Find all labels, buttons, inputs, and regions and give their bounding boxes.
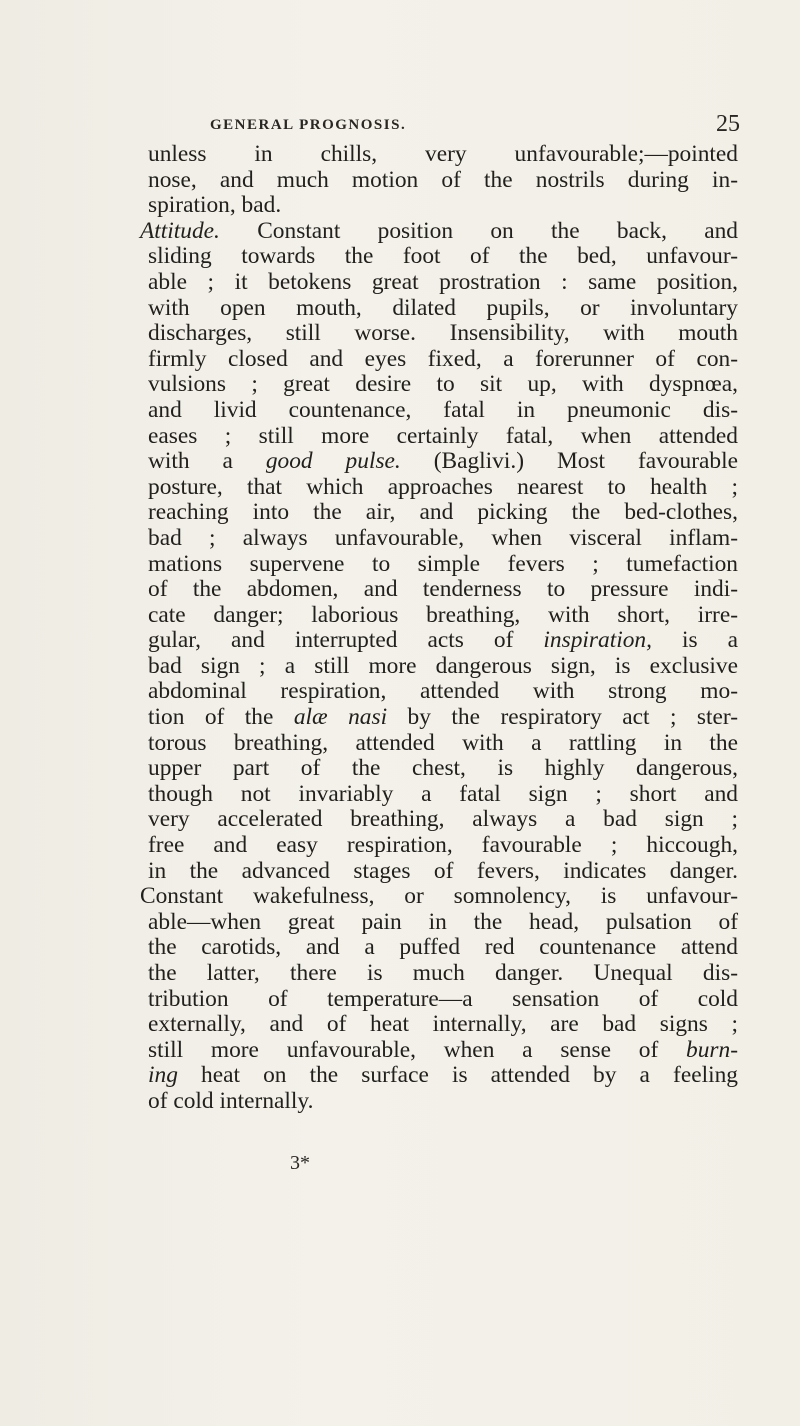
text-line: ing heat on the surface is attended by a feeling [148, 1062, 738, 1089]
text-line: and livid countenance, fatal in pneumonic dis- [148, 396, 738, 423]
text-line: able—when great pain in the head, pulsation of [148, 908, 738, 935]
text-line: of cold internally. [148, 1087, 314, 1114]
text-line: spiration, bad. [148, 192, 282, 219]
running-title: GENERAL PROGNOSIS. [210, 117, 407, 133]
text-line: reaching into the air, and picking the bed-clothes, [148, 499, 738, 526]
text-line: Constant wakefulness, or somnolency, is unfavour- [140, 883, 738, 910]
text-line: unless in chills, very unfavourable;—pointed [148, 141, 738, 167]
italic-phrase: inspiration, [543, 627, 652, 654]
text-line: the latter, there is much danger. Unequal dis- [148, 960, 738, 986]
text-line: though not invariably a fatal sign ; short and [148, 780, 738, 807]
text-line: still more unfavourable, when a sense of burn- [148, 1036, 738, 1063]
italic-phrase: alæ nasi [293, 704, 388, 731]
text-line: free and easy respiration, favourable ; hiccough, [148, 832, 738, 859]
text-line: nose, and much motion of the nostrils during in- [148, 166, 738, 193]
text-line: tribution of temperature—a sensation of cold [148, 985, 738, 1012]
running-head [210, 111, 740, 141]
text-line: posture, that which approaches nearest to health ; [148, 473, 738, 500]
page-number: 25 [716, 111, 740, 137]
italic-phrase: good pulse. [265, 448, 401, 475]
text-line: torous breathing, attended with a rattling in the [148, 729, 738, 756]
text-line: externally, and of heat internally, are bad signs ; [148, 1011, 738, 1038]
text-line: cate danger; laborious breathing, with short, irre- [148, 601, 738, 628]
text-line: with a good pulse. (Baglivi.) Most favourable [148, 448, 738, 475]
text-line: discharges, still worse. Insensibility, with mouth [148, 320, 738, 347]
body-text [140, 141, 738, 1115]
text-line: abdominal respiration, attended with strong mo- [148, 678, 738, 705]
italic-phrase: burn- [686, 1036, 738, 1063]
text-line: able ; it betokens great prostration : same position, [148, 268, 738, 295]
text-line: the carotids, and a puffed red countenance attend [148, 934, 738, 961]
signature-mark: 3* [290, 1152, 310, 1174]
text-line: bad ; always unfavourable, when visceral inflam- [148, 524, 738, 551]
text-line: eases ; still more certainly fatal, when attended [148, 422, 738, 449]
text-line: Attitude. Constant position on the back, and [140, 217, 738, 244]
text-line: sliding towards the foot of the bed, unfavour- [148, 243, 738, 270]
text-line: in the advanced stages of fevers, indicates danger. [148, 857, 738, 884]
italic-phrase: Attitude. [140, 217, 220, 244]
text-line: mations supervene to simple fevers ; tumefaction [148, 550, 738, 577]
text-line: firmly closed and eyes fixed, a forerunner of con- [148, 345, 738, 372]
text-line: bad sign ; a still more dangerous sign, is exclusive [148, 652, 738, 679]
text-line: upper part of the chest, is highly dangerous, [148, 755, 738, 782]
text-line: tion of the alæ nasi by the respiratory act ; ster- [148, 704, 738, 731]
text-line: very accelerated breathing, always a bad sign ; [148, 806, 738, 833]
text-line: gular, and interrupted acts of inspiration, is a [148, 627, 738, 654]
text-line: vulsions ; great desire to sit up, with dyspnœa, [148, 371, 738, 398]
text-line: with open mouth, dilated pupils, or involuntary [148, 294, 738, 321]
italic-phrase: ing [148, 1062, 178, 1089]
text-line: of the abdomen, and tenderness to pressure indi- [148, 576, 738, 603]
